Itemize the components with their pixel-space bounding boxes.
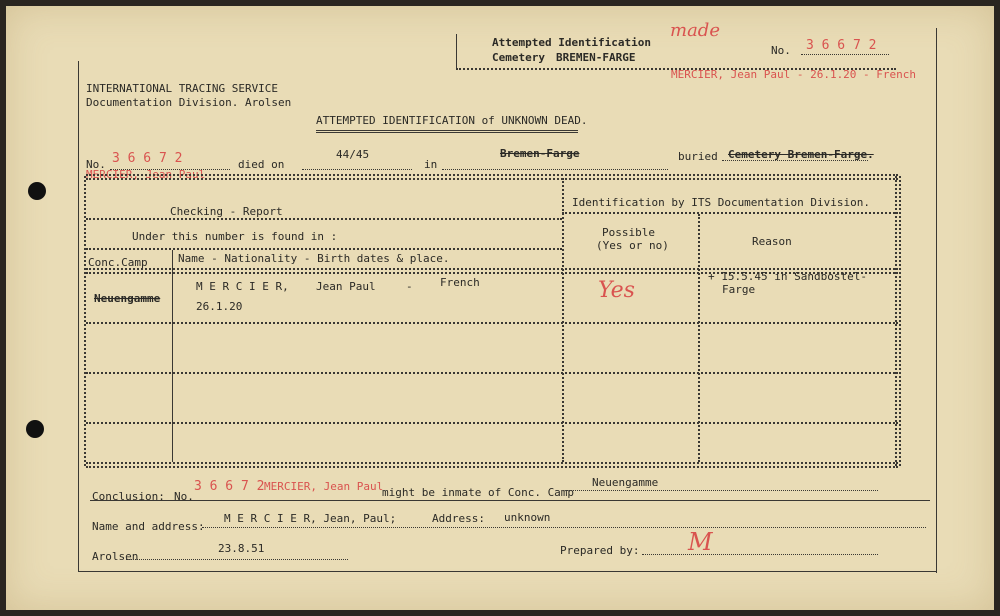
prepared-by-label: Prepared by: bbox=[560, 544, 640, 557]
under-number-header: Under this number is found in : bbox=[132, 230, 338, 243]
conclusion-name: MERCIER, Jean Paul bbox=[264, 480, 384, 493]
address-value: unknown bbox=[504, 511, 551, 524]
row-birth: 26.1.20 bbox=[196, 300, 243, 313]
box-line2-place: BREMEN-FARGE bbox=[556, 51, 636, 64]
box-no-label: No. bbox=[771, 44, 791, 57]
card-bottom-border bbox=[78, 571, 936, 572]
its-header: Identification by ITS Documentation Division. bbox=[572, 196, 871, 209]
box-line2-prefix: Cemetery bbox=[492, 51, 545, 64]
died-on-label: died on bbox=[238, 158, 285, 171]
address-label: Address: bbox=[432, 512, 485, 525]
in-place-value: Bremen-Farge bbox=[500, 147, 580, 160]
conclusion-number: 3 6 6 7 2 bbox=[194, 479, 265, 494]
org-division: Documentation Division. Arolsen bbox=[86, 96, 292, 109]
record-no-label: No. bbox=[86, 158, 106, 171]
row-reason-line1: + 15.5.45 in Sandbostel- bbox=[708, 270, 867, 283]
row-possible: Yes bbox=[598, 278, 635, 303]
yes-or-no-header: (Yes or no) bbox=[596, 239, 669, 252]
footer-place: Arolsen bbox=[92, 550, 139, 563]
box-red-name-line: MERCIER, Jean Paul - 26.1.20 - French bbox=[671, 68, 917, 81]
prepared-by-signature: M bbox=[688, 528, 713, 556]
row-camp: Neuengamme bbox=[94, 292, 161, 305]
died-on-value: 44/45 bbox=[336, 148, 370, 161]
title-underline bbox=[316, 130, 578, 133]
org-name: INTERNATIONAL TRACING SERVICE bbox=[86, 82, 279, 95]
conclusion-label: Conclusion: bbox=[92, 490, 165, 503]
reason-header: Reason bbox=[752, 235, 792, 248]
buried-label: buried bbox=[678, 150, 718, 163]
name-column-header: Name - Nationality - Birth dates & place. bbox=[178, 252, 450, 265]
row-dash: - bbox=[406, 280, 413, 293]
conclusion-no-label: No. bbox=[174, 490, 194, 503]
row-surname: M E R C I E R, bbox=[196, 280, 289, 293]
col-sep-its bbox=[562, 178, 564, 462]
record-red-name: MERCIER, Jean Paul bbox=[86, 168, 206, 181]
handwritten-made: made bbox=[670, 20, 720, 41]
footer-date: 23.8.51 bbox=[218, 542, 265, 555]
checking-report-header: Checking - Report bbox=[170, 205, 283, 218]
index-card bbox=[6, 6, 994, 610]
document-title: ATTEMPTED IDENTIFICATION of UNKNOWN DEAD. bbox=[316, 114, 588, 127]
conclusion-text: might be inmate of Conc. Camp bbox=[382, 486, 575, 499]
name-address-value: M E R C I E R, Jean, Paul; bbox=[224, 512, 397, 525]
punch-hole-top bbox=[28, 182, 46, 200]
possible-header: Possible bbox=[602, 226, 655, 239]
box-line1: Attempted Identification bbox=[492, 36, 651, 49]
conc-camp-header: Conc.Camp bbox=[88, 256, 148, 269]
name-address-label: Name and address: bbox=[92, 520, 205, 533]
card-left-border bbox=[78, 61, 79, 571]
row-reason-line2: Farge bbox=[722, 283, 756, 296]
punch-hole-bottom bbox=[26, 420, 44, 438]
row-firstname: Jean Paul bbox=[316, 280, 376, 293]
box-number: 3 6 6 7 2 bbox=[806, 38, 877, 53]
row-nationality: French bbox=[440, 276, 480, 289]
in-label: in bbox=[424, 158, 438, 171]
buried-place-value: Cemetery Bremen-Farge. bbox=[728, 148, 874, 161]
card-right-border bbox=[936, 28, 937, 573]
record-number: 3 6 6 7 2 bbox=[112, 151, 183, 166]
col-sep-reason bbox=[698, 214, 700, 462]
col-sep-camp bbox=[172, 250, 173, 462]
conclusion-camp: Neuengamme bbox=[592, 476, 659, 489]
